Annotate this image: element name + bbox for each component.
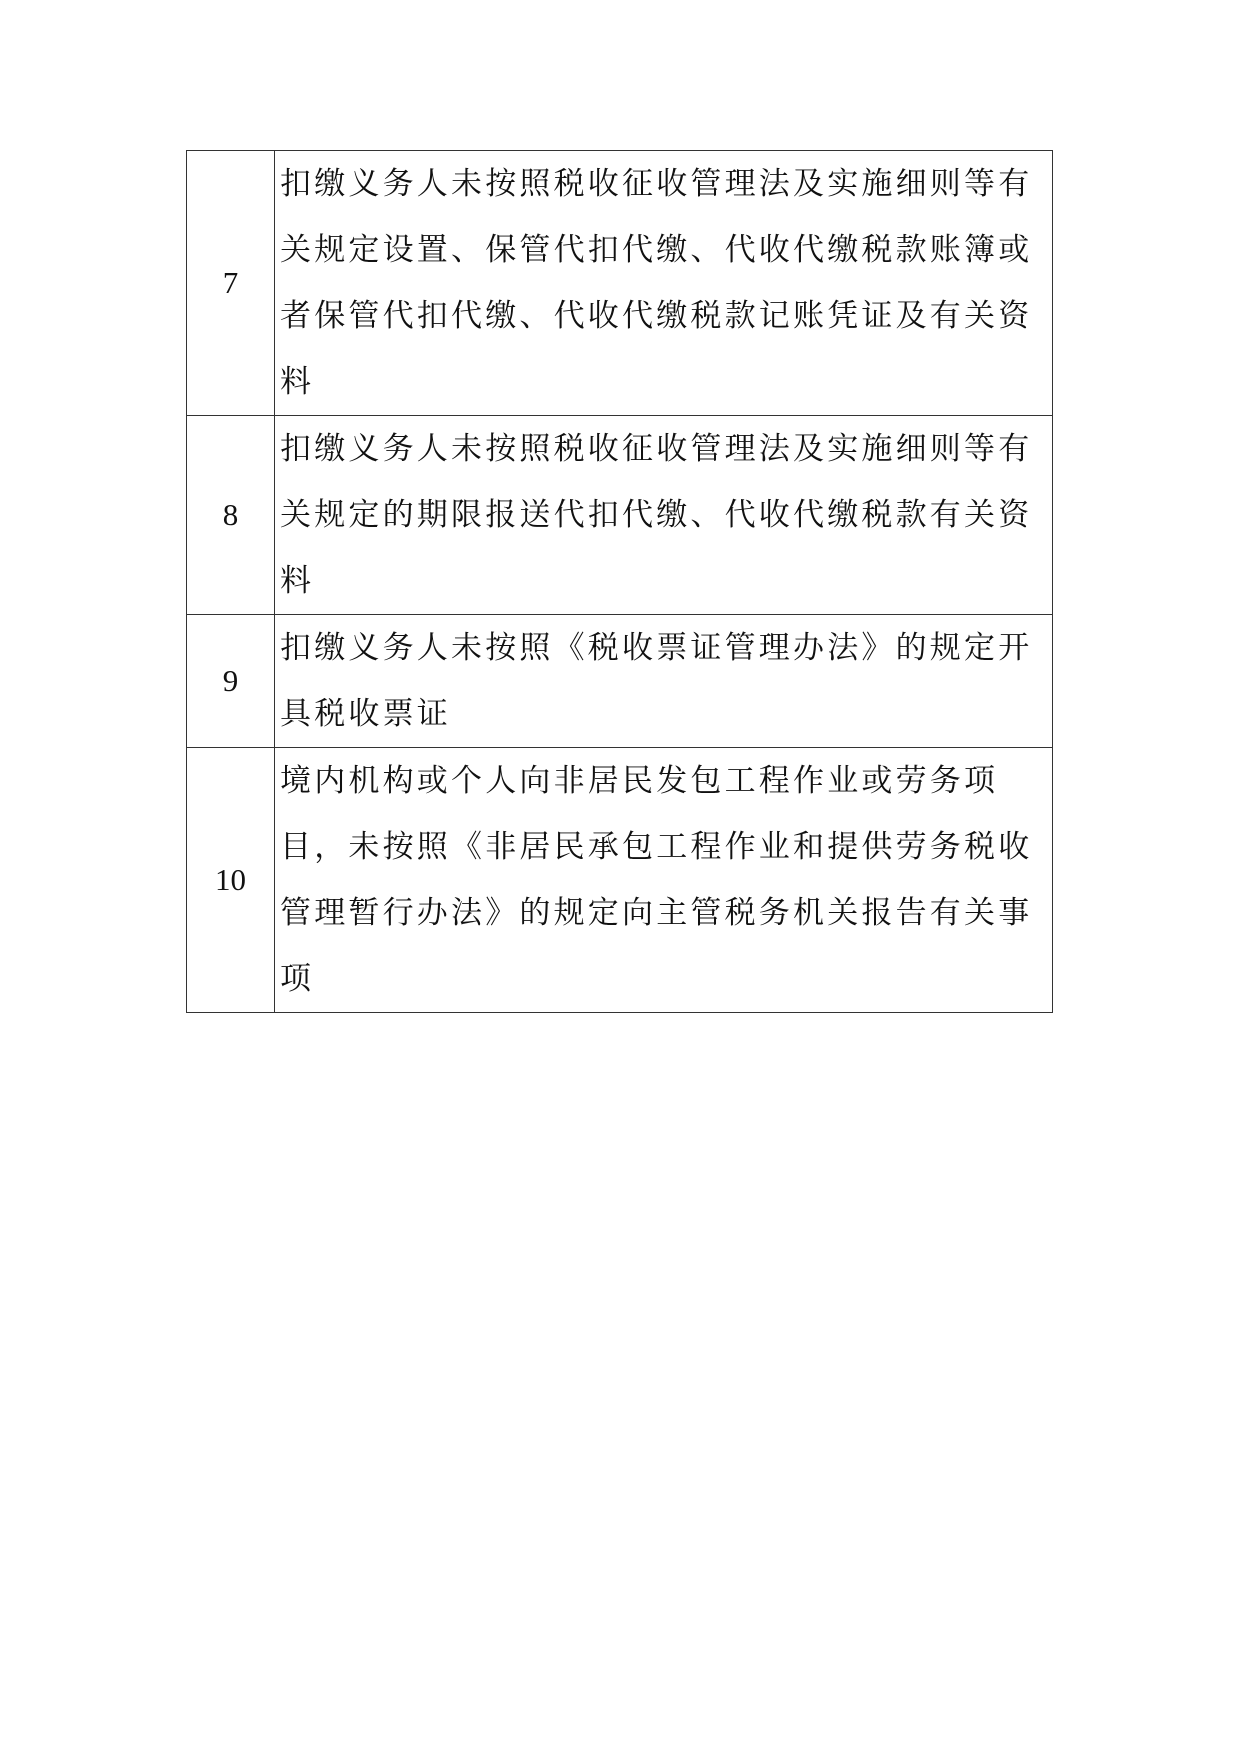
row-number: 10 — [187, 748, 275, 1013]
row-number: 9 — [187, 615, 275, 748]
row-description — [275, 748, 1053, 1013]
row-description-text: 扣缴义务人未按照税收征收管理法及实施细则等有关规定设置、保管代扣代缴、代收代缴税款账簿或者保管代扣代缴、代收代缴税款记账凭证及有关资料 — [280, 166, 1033, 400]
row-number: 7 — [187, 151, 275, 416]
table-row — [187, 615, 1053, 748]
row-description — [275, 416, 1053, 615]
table-row — [187, 748, 1053, 1013]
row-description-text: 扣缴义务人未按照《税收票证管理办法》的规定开具税收票证 — [280, 630, 1033, 732]
row-description — [275, 615, 1053, 748]
table-row — [187, 416, 1053, 615]
table-row — [187, 151, 1053, 416]
regulation-table — [186, 150, 1053, 1013]
row-description — [275, 151, 1053, 416]
row-description-text: 扣缴义务人未按照税收征收管理法及实施细则等有关规定的期限报送代扣代缴、代收代缴税款有关资料 — [280, 431, 1033, 599]
row-description-text: 境内机构或个人向非居民发包工程作业或劳务项目，未按照《非居民承包工程作业和提供劳务税收管理暂行办法》的规定向主管税务机关报告有关事项 — [280, 763, 1033, 997]
row-number: 8 — [187, 416, 275, 615]
